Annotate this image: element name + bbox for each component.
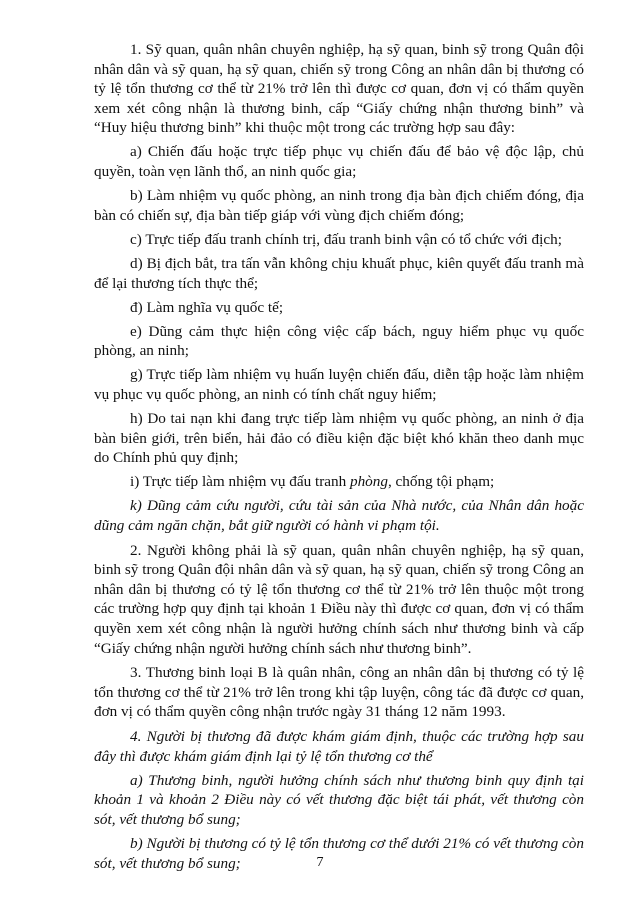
paragraph-clause-3: 3. Thương binh loại B là quân nhân, công an nhân dân bị thương có tỷ lệ tổn thương cơ thể từ 21% trở lên trong khi tập luyện, công tác đã được cơ quan, đơn vị có thẩm quyền công nhận trước ngày 31 tháng 12 năm 1993. [94, 664, 584, 721]
paragraph-clause-2: 2. Người không phải là sỹ quan, quân nhân chuyên nghiệp, hạ sỹ quan, binh sỹ trong Quân đội nhân dân và sỹ quan, hạ sỹ quan, chiến sỹ trong Công an nhân dân bị thương có tỷ lệ tổn thương cơ thể từ 21% trở lên thuộc một trong các trường hợp quy định tại khoản 1 Điều này thì được cơ quan, đơn vị có thẩm quyền xem xét công nhận là người hưởng chính sách như thương binh và cấp “Giấy chứng nhận người hưởng chính sách như thương binh”. [94, 541, 584, 657]
paragraph-clause-4: 4. Người bị thương đã được khám giám định, thuộc các trường hợp sau đây thì được khám giám định lại tỷ lệ tổn thương cơ thể [94, 728, 584, 765]
paragraph-clause-1k: k) Dũng cảm cứu người, cứu tài sản của Nhà nước, của Nhân dân hoặc dũng cảm ngăn chặn, bắt giữ người có hành vi phạm tội. [94, 497, 584, 535]
paragraph-clause-4a: a) Thương binh, người hưởng chính sách như thương binh quy định tại khoản 1 và khoản 2 Điều này có vết thương đặc biệt tái phát, vết thương còn sót, vết thương bổ sung; [94, 771, 584, 828]
paragraph-clause-1b: b) Làm nhiệm vụ quốc phòng, an ninh trong địa bàn địch chiếm đóng, địa bàn có chiến sự, địa bàn tiếp giáp với vùng địch chiếm đóng; [94, 187, 584, 224]
clause-1i-text-after: , chống tội phạm; [387, 473, 495, 491]
paragraph-clause-1a: a) Chiến đấu hoặc trực tiếp phục vụ chiến đấu để bảo vệ độc lập, chủ quyền, toàn vẹn lãnh thổ, an ninh quốc gia; [94, 143, 584, 181]
clause-1i-emphasis: phòng [349, 473, 388, 491]
paragraph-clause-1d: d) Bị địch bắt, tra tấn vẫn không chịu khuất phục, kiên quyết đấu tranh mà để lại thương tích thực thể; [94, 254, 584, 292]
paragraph-clause-1i [94, 472, 584, 492]
paragraph-clause-1: 1. Sỹ quan, quân nhân chuyên nghiệp, hạ sỹ quan, binh sỹ trong Quân đội nhân dân và sỹ quan, hạ sỹ quan, chiến sỹ trong Công an nhân dân bị thương có tỷ lệ tổn thương cơ thể từ 21% trở lên thì được cơ quan, đơn vị có thẩm quyền xem xét công nhận là thương binh, cấp “Giấy chứng nhận thương binh” và “Huy hiệu thương binh” khi thuộc một trong các trường hợp sau đây: [94, 41, 584, 137]
paragraph-clause-1c: c) Trực tiếp đấu tranh chính trị, đấu tranh binh vận có tổ chức với địch; [130, 230, 562, 248]
paragraph-clause-1dd: đ) Làm nghĩa vụ quốc tế; [130, 298, 284, 316]
paragraph-clause-1h: h) Do tai nạn khi đang trực tiếp làm nhiệm vụ quốc phòng, an ninh ở địa bàn biên giới, trên biển, hải đảo có điều kiện đặc biệt khó khăn theo danh mục do Chính phủ quy định; [94, 410, 584, 467]
paragraph-clause-4b: b) Người bị thương có tỷ lệ tổn thương cơ thể dưới 21% có vết thương còn sót, vết thương bổ sung; [94, 834, 584, 872]
clause-1i-text-before: i) Trực tiếp làm nhiệm vụ đấu tranh [130, 473, 350, 491]
paragraph-clause-1e: e) Dũng cảm thực hiện công việc cấp bách, nguy hiểm phục vụ quốc phòng, an ninh; [94, 322, 584, 360]
document-body [94, 40, 584, 878]
paragraph-clause-1g: g) Trực tiếp làm nhiệm vụ huấn luyện chiến đấu, diễn tập hoặc làm nhiệm vụ phục vụ quốc phòng, an ninh có tính chất nguy hiểm; [94, 366, 584, 403]
page-number: 7 [316, 855, 324, 870]
